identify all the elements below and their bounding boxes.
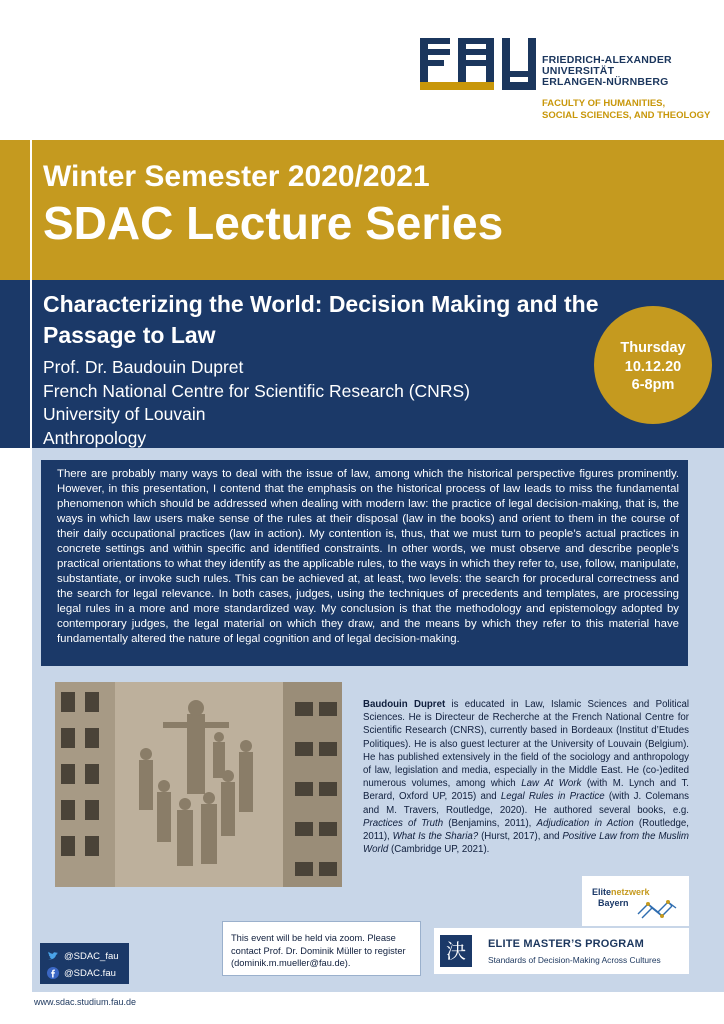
university-name bbox=[542, 55, 722, 88]
bio-book-title: What Is the Sharia? bbox=[392, 831, 479, 843]
bio-text: is educated in Law, Islamic Sciences and Political Sciences. He is Directeur de Recherche at the French National Centre for Scientific Research (CNRS), currently based in Bordeaux (Institut d’Etudes Politiques). He is also guest lecturer at the University of Louvain (Belgium). He has published extensively in the field of the sociology and anthropology of law, legislation and media, especially in the Middle East. He (co-)edited numerous volumes, among which bbox=[363, 699, 689, 790]
divider bbox=[30, 140, 32, 280]
facebook-icon bbox=[47, 967, 59, 979]
abstract-text: There are probably many ways to deal with the issue of law, among which the historical perspective figures prominently. However, in this presentation, I contend that the emphasis on the historical process of law leads to miss the fundamental phenomenon which should be addressed when dealing with modern law: the practice of legal decision-making, that is, the ways in which law users make sense of the rules at their disposal (law in the books) and orient to them in the course of their daily occupational practices (law in action). My contention is, thus, that we must turn to people’s actual practices in concrete settings and within specific and identified constraints. In other words, we must observe and describe people’s practical orientations to what they identify as the applicable rules, to the ways in which they refer to, use, follow, manipulate, substantiate, or invoke such rules. This can be achieved at, at least, two levels: the search for procedural correctness and the search for legal relevance. In both cases, judges, using the techniques of precedents and templates, are processing legal rules in a more and more standardized way. My conclusion is that the methodology and epistemology adopted by contemporary judges, the legal material on which they draw, and the means by which they refer to this material have fundamentally altered the nature of legal cognition and of legal decision-making. bbox=[41, 460, 688, 666]
speaker-bio bbox=[363, 698, 689, 856]
series-title: SDAC Lecture Series bbox=[43, 197, 504, 249]
network-icon bbox=[634, 896, 680, 922]
registration-note: This event will be held via zoom. Please contact Prof. Dr. Dominik Müller to register (dominik.m.mueller@fau.de). bbox=[222, 921, 421, 976]
speaker-affiliation: French National Centre for Scientific Research (CNRS) bbox=[43, 380, 470, 401]
event-day: Thursday bbox=[620, 340, 686, 356]
bio-book-title: Legal Rules in Practice bbox=[500, 791, 605, 803]
event-time: 6-8pm bbox=[631, 377, 675, 393]
fau-logo-mark bbox=[420, 38, 536, 90]
speaker-affiliation: University of Louvain bbox=[43, 404, 206, 424]
elitenetzwerk-logo bbox=[582, 876, 689, 926]
bio-book-title: Positive Law from the Muslim World bbox=[363, 831, 689, 856]
bayern-text: Bayern bbox=[598, 898, 629, 908]
university-line: FRIEDRICH-ALEXANDER bbox=[542, 54, 672, 66]
program-subtitle: Standards of Decision-Making Across Cultures bbox=[488, 955, 661, 965]
divider bbox=[30, 280, 32, 448]
bio-text: (Benjamins, 2011), bbox=[443, 817, 537, 829]
event-date: 10.12.20 bbox=[624, 358, 682, 375]
speaker-name: Prof. Dr. Baudouin Dupret bbox=[43, 357, 244, 377]
facebook-link[interactable] bbox=[47, 965, 116, 981]
website-url[interactable]: www.sdac.studium.fau.de bbox=[34, 997, 137, 1007]
twitter-icon bbox=[47, 950, 59, 962]
speaker-discipline: Anthropology bbox=[43, 427, 147, 448]
social-links bbox=[40, 943, 129, 984]
bio-book-title: Practices of Truth bbox=[363, 817, 444, 829]
elite-text: Elite bbox=[592, 887, 612, 897]
faculty-line: FACULTY OF HUMANITIES, bbox=[542, 98, 666, 109]
bio-text: (Routledge, 2011), bbox=[363, 817, 689, 843]
netzwerk-text: netzwerk bbox=[611, 887, 650, 897]
talk-title: Characterizing the World: Decision Making and the Passage to Law bbox=[43, 291, 599, 348]
date-badge bbox=[594, 306, 712, 424]
bio-text: (with M. Lynch and T. Berard, Oxford UP, 2015) and bbox=[363, 778, 689, 803]
bio-book-title: Adjudication in Action bbox=[536, 817, 634, 829]
university-line: UNIVERSITÄT bbox=[542, 65, 615, 77]
faculty-name bbox=[542, 98, 724, 121]
university-line: ERLANGEN-NÜRNBERG bbox=[542, 76, 669, 88]
bio-name: Baudouin Dupret bbox=[363, 699, 446, 710]
speaker-info bbox=[43, 356, 470, 450]
semester-heading: Winter Semester 2020/2021 bbox=[43, 160, 430, 193]
twitter-handle: @SDAC_fau bbox=[64, 950, 119, 962]
bio-text: (Hurst, 2017), and bbox=[478, 831, 563, 843]
bio-book-title: Law At Work bbox=[521, 778, 582, 790]
bio-text: (Cambridge UP, 2021). bbox=[388, 844, 490, 856]
twitter-link[interactable] bbox=[47, 948, 119, 964]
bio-text: (with J. Colemans and M. Travers, Routledge, 2020). He authored several books, e.g. bbox=[363, 791, 689, 816]
speaker-photo bbox=[55, 682, 342, 887]
program-title: ELITE MASTER’S PROGRAM bbox=[488, 938, 644, 950]
facebook-handle: @SDAC.fau bbox=[64, 967, 116, 979]
elite-master-program-logo bbox=[434, 928, 689, 974]
faculty-line: SOCIAL SCIENCES, AND THEOLOGY bbox=[542, 109, 711, 121]
program-glyph: 決 bbox=[440, 935, 472, 967]
